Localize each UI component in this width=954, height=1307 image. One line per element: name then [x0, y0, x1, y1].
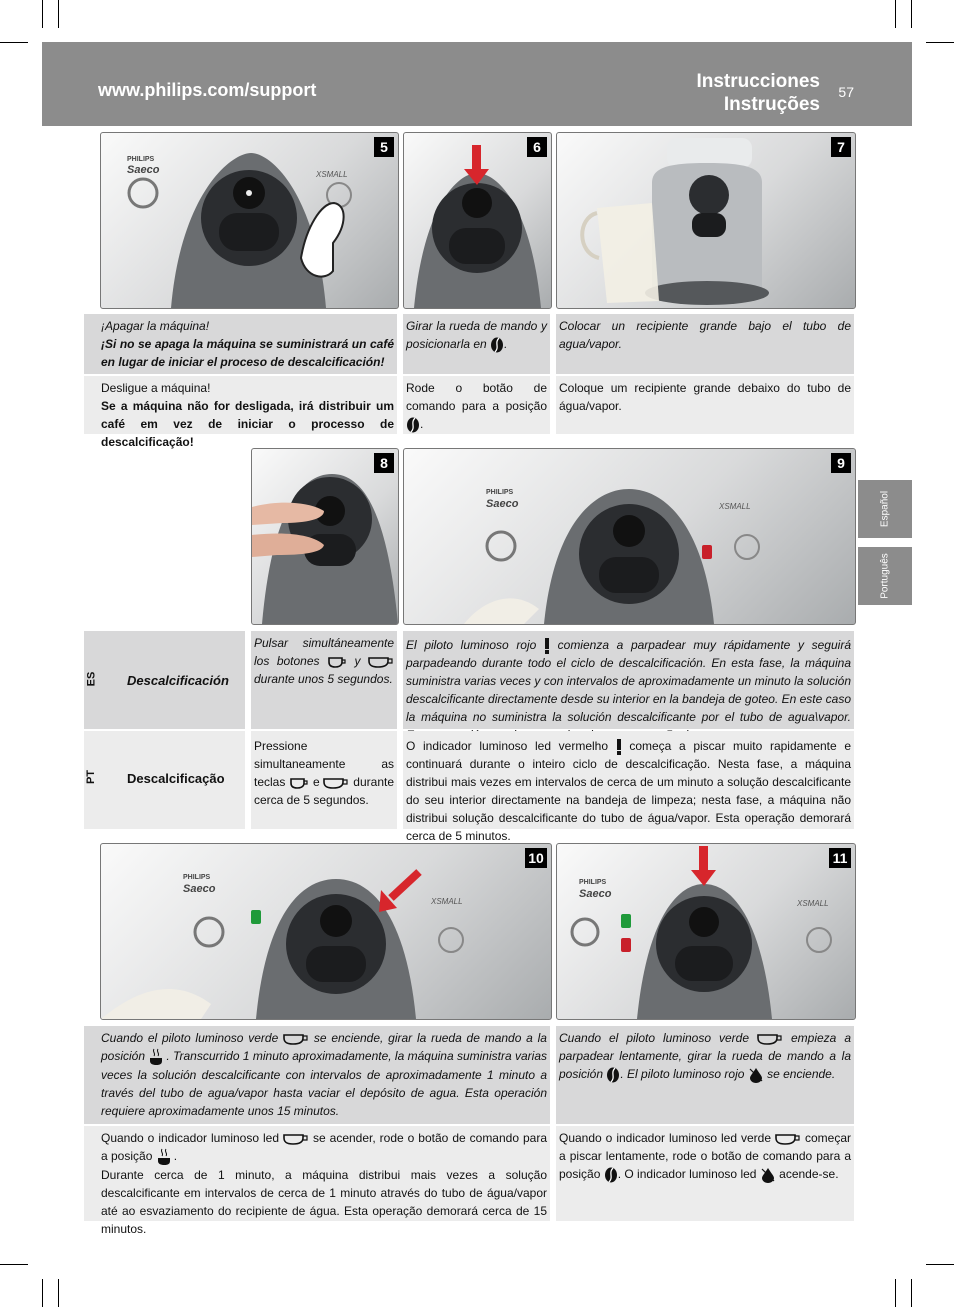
exclamation-icon: [544, 638, 550, 654]
step5-pt-text: Desligue a máquina! Se a máquina não for desligada, irá distribuir um café em vez de iniciar o processo de descalcificação!: [84, 376, 397, 434]
hot-water-cup-icon: [156, 1148, 174, 1166]
photo-step-10: [100, 843, 552, 1020]
water-drop-icon: [760, 1167, 776, 1183]
step11-es-text: Cuando el piloto luminoso verde empieza a parpadear lentamente, girar la rueda de mando a la posición . El piloto luminoso rojo se enciende.: [556, 1026, 854, 1124]
step-number-6: 6: [527, 137, 547, 157]
large-cup-icon: [368, 656, 394, 668]
photo-step-9: [403, 448, 856, 625]
variant-label: XSMALL: [316, 170, 348, 179]
coffee-bean-icon: [490, 337, 504, 353]
crop-mark: [911, 0, 912, 28]
hot-water-cup-icon: [148, 1048, 166, 1066]
green-cup-led-icon: [757, 1033, 783, 1045]
variant-label: XSMALL: [431, 897, 463, 906]
step9-pt-text: O indicador luminoso led vermelho começa a piscar muito rapidamente e continuará durante o inteiro ciclo de descalcificação. Nesta fase, a máquina distribui mais vezes em intervalos de cerca de um minuto a solução descalcificante do seu interior directamente na bandeja de limpeza; nesta fase, a máquina não distribui solução descalcificante do tubo de água/vapor. Esta operação demorará cerca de 5 minutos.: [403, 731, 854, 829]
step8-es-text: Pulsar simultáneamente los botones y durante unos 5 segundos.: [251, 631, 397, 729]
crop-mark: [42, 1279, 43, 1307]
small-cup-icon: [327, 656, 347, 668]
step-number-8: 8: [374, 453, 394, 473]
photo-step-11: [556, 843, 856, 1020]
photo-step-6: [403, 132, 552, 309]
crop-mark: [58, 1279, 59, 1307]
green-cup-led-icon: [283, 1133, 309, 1145]
model-label: Saeco: [183, 883, 216, 895]
descaling-title-pt: Descalcificação: [127, 771, 225, 786]
step6-pt-text: Rode o botão de comando para a posição .: [403, 376, 550, 434]
photo-step-5: [100, 132, 399, 309]
brand-label: PHILIPS: [183, 874, 211, 881]
water-drop-icon: [748, 1067, 764, 1083]
crop-mark: [58, 0, 59, 28]
step-number-5: 5: [374, 137, 394, 157]
crop-mark: [911, 1279, 912, 1307]
brand-label: PHILIPS: [579, 879, 607, 886]
side-tab-es: Español: [858, 480, 912, 538]
coffee-bean-icon: [604, 1167, 618, 1183]
model-label: Saeco: [486, 498, 519, 510]
step10-es-text: Cuando el piloto luminoso verde se enciende, girar la rueda de mando a la posición . Transcurrido 1 minuto aproximadamente, la máquina suministra varias veces la solución descalcificante con intervalos de aproximadamente 1 minuto a través del tubo de agua/vapor hasta vaciar el depósito de agua. Esta operación requiere aproximadamente unos 15 minutos.: [84, 1026, 550, 1124]
model-label: Saeco: [127, 164, 160, 176]
header-title-es: Instrucciones: [696, 71, 820, 92]
green-cup-led-icon: [283, 1033, 309, 1045]
variant-label: XSMALL: [719, 502, 751, 511]
model-label: Saeco: [579, 888, 612, 900]
coffee-bean-icon: [406, 417, 420, 433]
exclamation-icon: [616, 739, 622, 755]
crop-mark: [895, 0, 896, 28]
lang-label-pt: PT: [85, 769, 98, 785]
crop-mark: [926, 42, 954, 43]
photo-step-8: [251, 448, 399, 625]
green-cup-led-icon: [775, 1133, 801, 1145]
step11-pt-text: Quando o indicador luminoso led verde começar a piscar lentamente, rode o botão de comando para a posição . O indicador luminoso led acende-se.: [556, 1126, 854, 1221]
step8-pt-text: Pressione simultaneamente as teclas e durante cerca de 5 segundos.: [251, 731, 397, 829]
large-cup-icon: [323, 777, 349, 789]
variant-label: XSMALL: [797, 899, 829, 908]
step5-es-text: ¡Apagar la máquina! ¡Si no se apaga la máquina se suministrará un café en lugar de iniciar el proceso de descalcificación!: [84, 314, 397, 374]
step-number-7: 7: [831, 137, 851, 157]
brand-label: PHILIPS: [127, 156, 155, 163]
crop-mark: [42, 0, 43, 28]
side-tab-pt: Português: [858, 547, 912, 605]
support-url[interactable]: www.philips.com/support: [98, 80, 317, 100]
step10-pt-text: Quando o indicador luminoso led se acender, rode o botão de comando para a posição . Durante cerca de 1 minuto, a máquina distribui mais vezes a solução descalcificante em intervalos de cerca de 1 minuto através do tubo de água/vapor até ao esvaziamento do recipiente de água. Esta operação demorará cerca de 15 minutos.: [84, 1126, 550, 1221]
step-number-10: 10: [525, 848, 547, 868]
step-number-9: 9: [831, 453, 851, 473]
header-title-pt: Instruções: [723, 94, 820, 115]
step7-es-text: Colocar un recipiente grande bajo el tubo de agua/vapor.: [556, 314, 854, 374]
step6-es-text: Girar la rueda de mando y posicionarla en .: [403, 314, 550, 374]
photo-step-7: [556, 132, 856, 309]
page-header: [42, 42, 912, 126]
step-number-11: 11: [829, 848, 851, 868]
brand-label: PHILIPS: [486, 489, 514, 496]
descaling-title-es: Descalcificación: [127, 673, 229, 688]
crop-mark: [926, 1264, 954, 1265]
crop-mark: [0, 42, 28, 43]
page-number: 57: [838, 84, 854, 100]
crop-mark: [895, 1279, 896, 1307]
crop-mark: [0, 1264, 28, 1265]
step9-es-text: El piloto luminoso rojo comienza a parpadear muy rápidamente y seguirá parpadeando durante todo el ciclo de descalcificación. En esta fase, la máquina suministra varias veces y con intervalos de aproximadamente un minuto la solución descalcificante directamente desde su interior en la bandeja de goteo. En este caso la máquina no suministra la solución descalcificante por el tubo de agua\vapor.: [403, 631, 854, 729]
coffee-bean-icon: [606, 1067, 620, 1083]
step7-pt-text: Coloque um recipiente grande debaixo do tubo de água/vapor.: [556, 376, 854, 434]
small-cup-icon: [289, 777, 309, 789]
lang-label-es: ES: [85, 671, 98, 687]
